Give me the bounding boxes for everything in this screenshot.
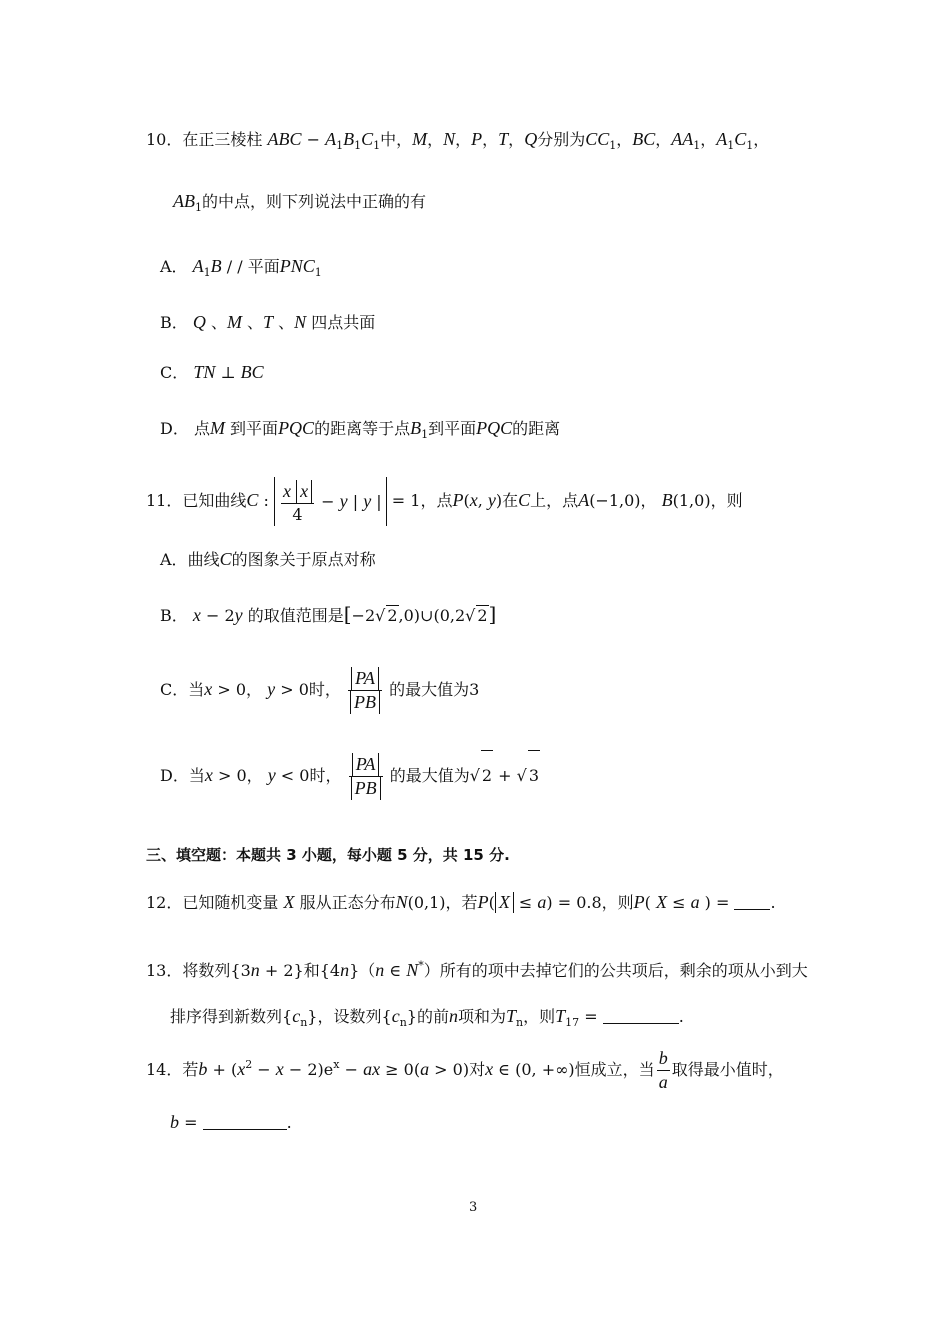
q11-option-b: B． x − 2y 的取值范围是[−2√ 2,0)∪(0,2√ 2]: [160, 602, 497, 626]
q13-number: 13．: [146, 961, 183, 980]
q11-option-c: C．当x > 0， y > 0时， $\frac{PA}{PB}$ 的最大值为3: [160, 668, 480, 712]
section-heading: 三、填空题：本题共 3 小题，每小题 5 分，共 15 分.: [146, 846, 510, 864]
q12-line: 12．已知随机变量 X 服从正态分布N(0,1)，若P( X ≤ a) = 0.8，则P( X ≤ a ) = .: [146, 892, 776, 912]
q10-line2: $AB_1$的中点，则下列说法中正确的有: [173, 191, 427, 214]
q10-option-d: D． 点M 到平面PQC的距离等于点$B_1$到平面PQC的距离: [160, 418, 561, 441]
q11-line1: 11．已知曲线C : $\frac{\text{x x}}{4}$ − y | y | = 1，点P(x, y)在C上，点A(−1,0)， B(1,0)，则: [146, 476, 743, 526]
q10-option-a: A． $A_1B$ / / 平面$PNC_1$: [160, 256, 322, 279]
q10-number: 10．: [146, 130, 183, 149]
q11-option-a: A．曲线C的图象关于原点对称: [160, 549, 376, 569]
q10-option-b: B． Q 、M 、T 、N 四点共面: [160, 312, 376, 332]
q13-line1: 13．将数列{3n + 2}和{4n}（n ∈ N*）所有的项中去掉它们的公共项后，剩余的项从小到大: [146, 959, 808, 980]
q10-line1: 10．在正三棱柱 ABC − $A_1B_1C_1$中，M，N，P，T，Q分别为$CC_1$，BC，$AA_1$，$A_1C_1$，: [146, 129, 770, 152]
q14-answer-blank[interactable]: [203, 1113, 287, 1130]
q10-option-c: C． TN ⊥ BC: [160, 362, 264, 382]
q12-answer-blank[interactable]: [734, 893, 770, 910]
page-number: 3: [469, 1200, 478, 1215]
q13-line2: 排序得到新数列$\{c_n\}$，设数列$\{c_n\}$的前n项和为$T_n$，则$T_{17}$ = .: [170, 1006, 684, 1029]
q11-number: 11．: [146, 491, 183, 510]
q14-line1: 14．若$b + (x^2 - x - 2)e^x$ − ax ≥ 0(a > 0)对x ∈ (0, +∞)恒成立，当 $\frac{b}{a}$ 取得最小值时，: [146, 1048, 784, 1092]
q12-number: 12．: [146, 893, 183, 912]
q13-answer-blank[interactable]: [603, 1007, 679, 1024]
q14-line2: b = .: [170, 1112, 292, 1132]
q14-number: 14．: [146, 1060, 183, 1079]
q11-option-d: D．当x > 0， y < 0时， $\frac{PA}{PB}$ 的最大值为√ 2 + √ 3: [160, 750, 540, 801]
